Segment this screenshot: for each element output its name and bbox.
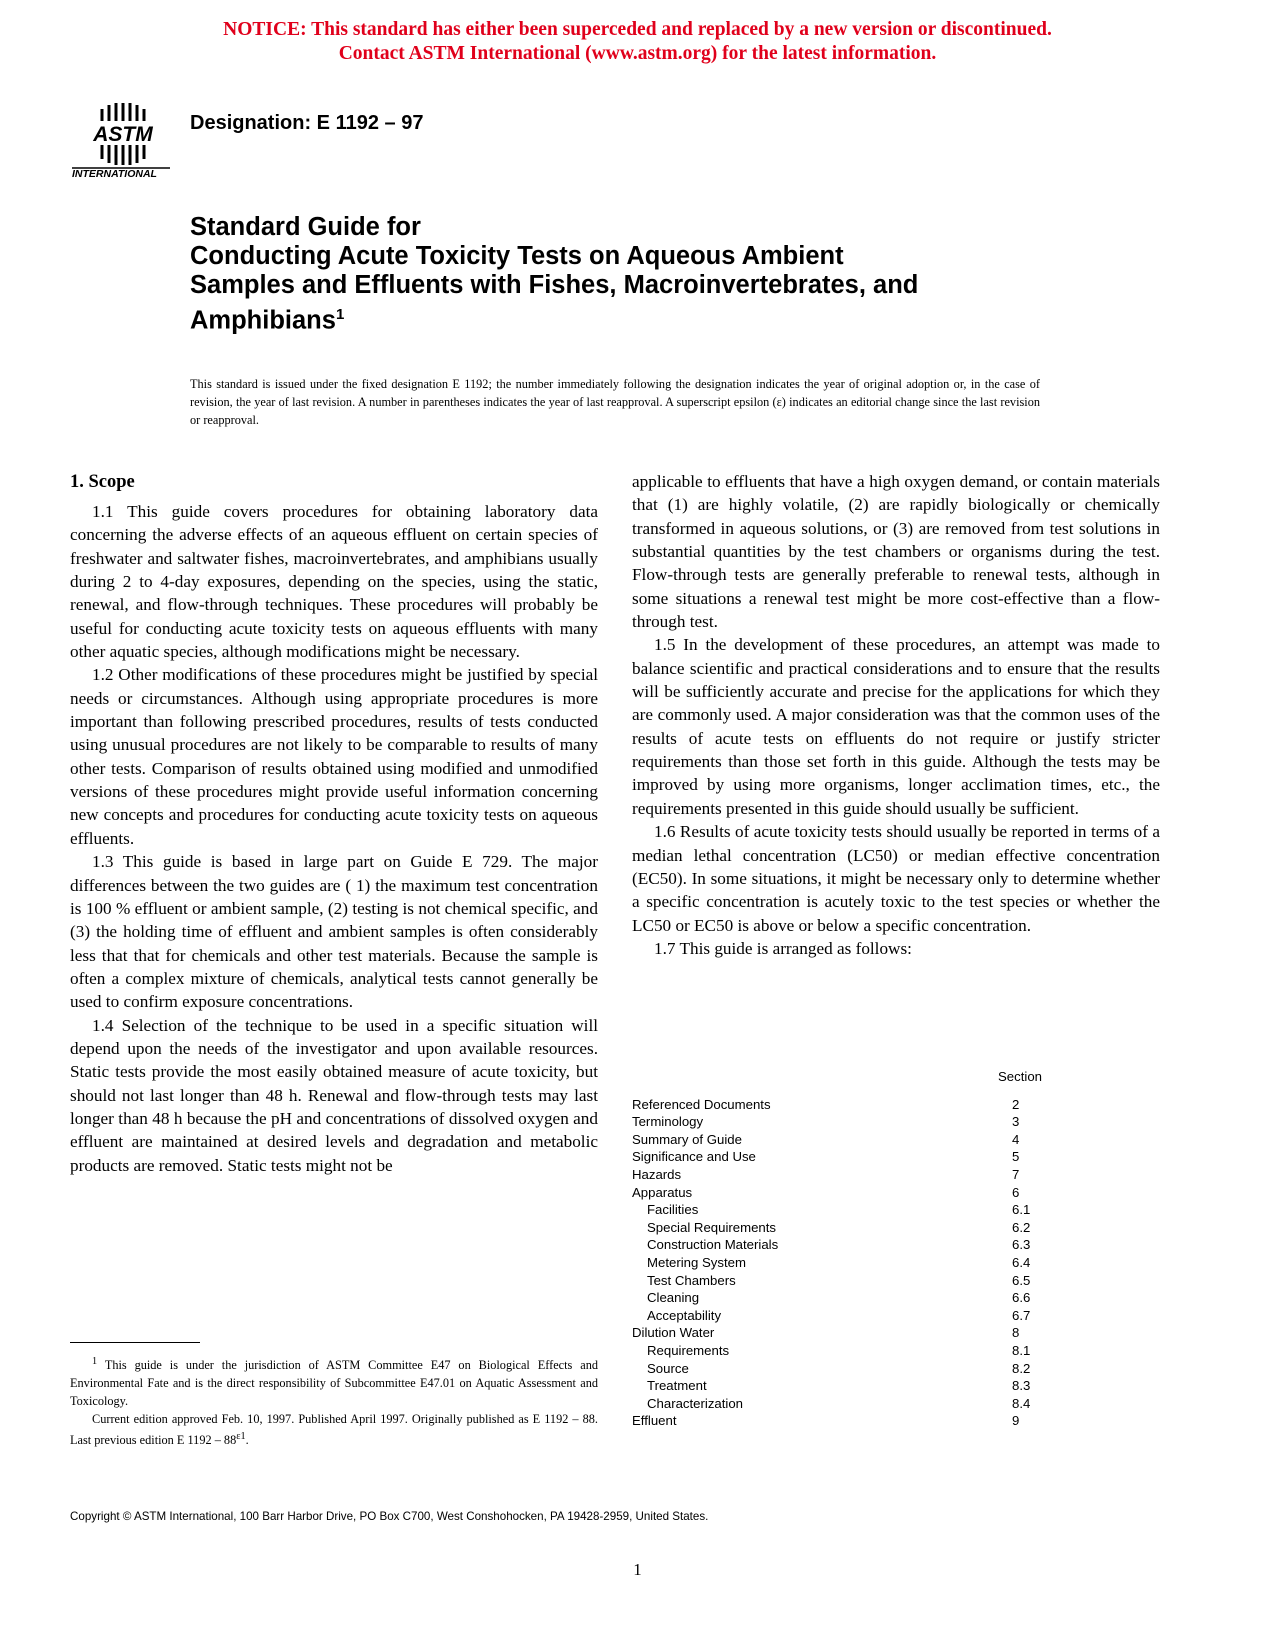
footnote-p2-sup: ε1 [236, 1431, 246, 1443]
toc-row-section: 6.4 [1012, 1254, 1031, 1270]
toc-row [632, 1324, 1052, 1342]
logo-subtext: INTERNATIONAL [72, 168, 157, 180]
paragraph-1-1: 1.1 This guide covers procedures for obtaining laboratory data concerning the adverse effects of an aqueous effluent on certain species of freshwater and saltwater fishes, macroinvertebrates, and amphibians usually during 2 to 4-day exposures, depending on the species, using the static, renewal, and flow-through techniques. These procedures will probably be useful for conducting acute toxicity tests on aqueous effluents with many other aquatic species, although modifications might be necessary. [70, 502, 598, 662]
toc-row-section: 6.2 [1012, 1219, 1031, 1235]
toc-row-section: 5 [1012, 1149, 1020, 1165]
toc-row-section: 6 [1012, 1184, 1020, 1200]
left-column [70, 470, 598, 1177]
title-footnote-mark: 1 [335, 306, 345, 323]
toc-row [632, 1148, 1052, 1166]
footnote-mark: 1 [92, 1356, 98, 1367]
paragraph-1-7: 1.7 This guide is arranged as follows: [654, 938, 912, 958]
title-line-2: Conducting Acute Toxicity Tests on Aqueous Ambient [190, 242, 844, 270]
astm-logo [72, 103, 172, 183]
toc-row [632, 1131, 1052, 1149]
toc-row-label: Effluent [632, 1413, 677, 1429]
toc-row-label: Construction Materials [647, 1237, 779, 1253]
toc-row-label: Treatment [647, 1378, 707, 1394]
footnote [70, 1353, 598, 1449]
toc-row [632, 1360, 1052, 1378]
page-number: 1 [633, 1560, 642, 1579]
toc-row-section: 3 [1012, 1114, 1020, 1130]
toc-row [632, 1113, 1052, 1131]
toc-row-label: Acceptability [647, 1307, 722, 1323]
footnote-p2 [70, 1410, 598, 1449]
toc-row [632, 1219, 1052, 1237]
toc-row-section: 6.6 [1012, 1290, 1031, 1306]
astm-logo-icon [72, 103, 172, 183]
toc-row [632, 1254, 1052, 1272]
title-line-4-text: Amphibians [190, 306, 336, 335]
title-line-4 [190, 300, 1090, 336]
toc-row-label: Apparatus [632, 1184, 693, 1200]
toc-row-section: 6.3 [1012, 1237, 1031, 1253]
toc-row-label: Summary of Guide [632, 1131, 742, 1147]
toc-row [632, 1201, 1052, 1219]
footnote-p2-text: Current edition approved Feb. 10, 1997. Published April 1997. Originally published as E 1192 – 88. Last previous edition E 1192 – 88 [70, 1412, 598, 1448]
paragraph-1-5: 1.5 In the development of these procedures, an attempt was made to balance scientific and practical considerations and to ensure that the results will be sufficiently accurate and precise for the applications for which they are commonly used. A major consideration was that the common uses of the results of acute tests on effluents do not require or justify stricter requirements than those set forth in this guide. Although the tests may be improved by using more organisms, longer acclimation times, etc., the requirements presented in this guide should usually be sufficient. [632, 635, 1160, 818]
toc-row-label: Cleaning [647, 1290, 700, 1306]
toc-row-section: 8 [1012, 1325, 1020, 1341]
issue-note: This standard is issued under the fixed designation E 1192; the number immediately following the designation indicates the year of original adoption or, in the case of revision, the year of last revision. A number in parentheses indicates the year of last reapproval. A superscript epsilon (ε) indicates an editorial change since the last revision or reapproval. [190, 377, 1040, 427]
toc-row [632, 1412, 1052, 1430]
footnote-p1 [70, 1353, 598, 1410]
designation: Designation: E 1192 – 97 [190, 112, 424, 134]
document-title [190, 213, 1090, 336]
toc-row [632, 1289, 1052, 1307]
paragraph-1-6: 1.6 Results of acute toxicity tests should usually be reported in terms of a median lethal concentration (LC50) or median effective concentration (EC50). In some situations, it might be necessary only to determine whether a specific concentration is acutely toxic to the test species or whether the LC50 or EC50 is above or below a specific concentration. [632, 822, 1160, 935]
toc-row-section: 2 [1012, 1096, 1020, 1112]
toc-row-section: 6.1 [1012, 1202, 1031, 1218]
toc-row-label: Hazards [632, 1166, 682, 1182]
toc-row [632, 1395, 1052, 1413]
title-line-3: Samples and Effluents with Fishes, Macroinvertebrates, and [190, 271, 919, 299]
toc-row [632, 1096, 1052, 1114]
toc-row [632, 1272, 1052, 1290]
toc-row-section: 9 [1012, 1413, 1020, 1429]
toc-rows [632, 1096, 1052, 1430]
paragraph-1-4-continued: applicable to effluents that have a high oxygen demand, or contain materials that (1) are highly volatile, (2) are rapidly biologically or chemically transformed in aqueous solutions, or (3) are removed from test solutions in substantial quantities by the test chambers or organisms during the test. Flow-through tests are generally preferable to renewal tests, although in some situations a renewal test might be more cost-effective than a flow-through test. [632, 472, 1160, 632]
toc-row [632, 1377, 1052, 1395]
footnote-rule [70, 1342, 200, 1343]
toc-row-label: Metering System [647, 1254, 746, 1270]
copyright: Copyright © ASTM International, 100 Barr Harbor Drive, PO Box C700, West Conshohocken, PA 19428-2959, United States. [70, 1510, 709, 1523]
toc-row [632, 1342, 1052, 1360]
toc-row-section: 8.1 [1012, 1342, 1031, 1358]
toc-row-label: Test Chambers [647, 1272, 736, 1288]
toc-row-section: 7 [1012, 1166, 1020, 1182]
footnote-p2-end: . [245, 1433, 249, 1448]
logo-text: ASTM [93, 123, 153, 146]
toc-row [632, 1307, 1052, 1325]
toc-row-label: Dilution Water [632, 1325, 715, 1341]
guide-arrangement-table [632, 1068, 1052, 1430]
notice-line-1: NOTICE: This standard has either been superceded and replaced by a new version or discontinued. [223, 19, 1052, 40]
toc-row-label: Source [647, 1360, 689, 1376]
superseded-notice [0, 18, 1275, 66]
paragraph-1-4: 1.4 Selection of the technique to be used in a specific situation will depend upon the needs of the investigator and upon available resources. Static tests provide the most easily obtained measure of acute toxicity, but should not last longer than 48 h. Renewal and flow-through tests may last longer than 48 h because the pH and concentrations of dissolved oxygen and effluent are maintained at desired levels and degradation and metabolic products are removed. Static tests might not be [70, 1015, 598, 1175]
toc-row-label: Terminology [632, 1114, 704, 1130]
toc-row-section: 8.4 [1012, 1395, 1031, 1411]
footnote-p1-text: This guide is under the jurisdiction of ASTM Committee E47 on Biological Effects and Environmental Fate and is the direct responsibility of Subcommittee E47.01 on Aquatic Assessment and Toxicology. [70, 1358, 598, 1409]
toc-row-section: 4 [1012, 1131, 1020, 1147]
toc-row-label: Characterization [647, 1395, 744, 1411]
toc-row-section: 8.3 [1012, 1378, 1031, 1394]
toc-row [632, 1184, 1052, 1202]
toc-row-label: Special Requirements [647, 1219, 777, 1235]
toc-row-label: Requirements [647, 1342, 730, 1358]
paragraph-1-2: 1.2 Other modifications of these procedures might be justified by special needs or circumstances. Although using appropriate procedures is more important than following prescribed procedures, results of tests conducted using unusual procedures are not likely to be comparable to results of many other tests. Comparison of results obtained using modified and unmodified versions of these procedures might provide useful information concerning new concepts and procedures for conducting acute toxicity tests on aqueous effluents. [70, 665, 598, 848]
toc-row [632, 1236, 1052, 1254]
right-column [632, 470, 1160, 960]
toc-row-label: Facilities [647, 1202, 699, 1218]
toc-row-label: Referenced Documents [632, 1096, 771, 1112]
paragraph-1-3: 1.3 This guide is based in large part on Guide E 729. The major differences between the two guides are ( 1) the maximum test concentration is 100 % effluent or ambient sample, (2) testing is not chemical specific, and (3) the holding time of effluent and ambient samples is often considerably less that that for chemicals and other test materials. Because the sample is often a complex mixture of chemicals, analytical tests cannot generally be used to confirm exposure concentrations. [70, 852, 598, 1012]
toc-row-label: Significance and Use [632, 1149, 756, 1165]
toc-row [632, 1166, 1052, 1184]
section-heading-scope: 1. Scope [70, 472, 135, 492]
notice-line-2: Contact ASTM International (www.astm.org) for the latest information. [338, 43, 937, 64]
title-line-1: Standard Guide for [190, 213, 421, 241]
toc-row-section: 8.2 [1012, 1360, 1031, 1376]
toc-row-section: 6.7 [1012, 1307, 1031, 1323]
toc-header: Section [998, 1069, 1042, 1084]
toc-row-section: 6.5 [1012, 1272, 1031, 1288]
